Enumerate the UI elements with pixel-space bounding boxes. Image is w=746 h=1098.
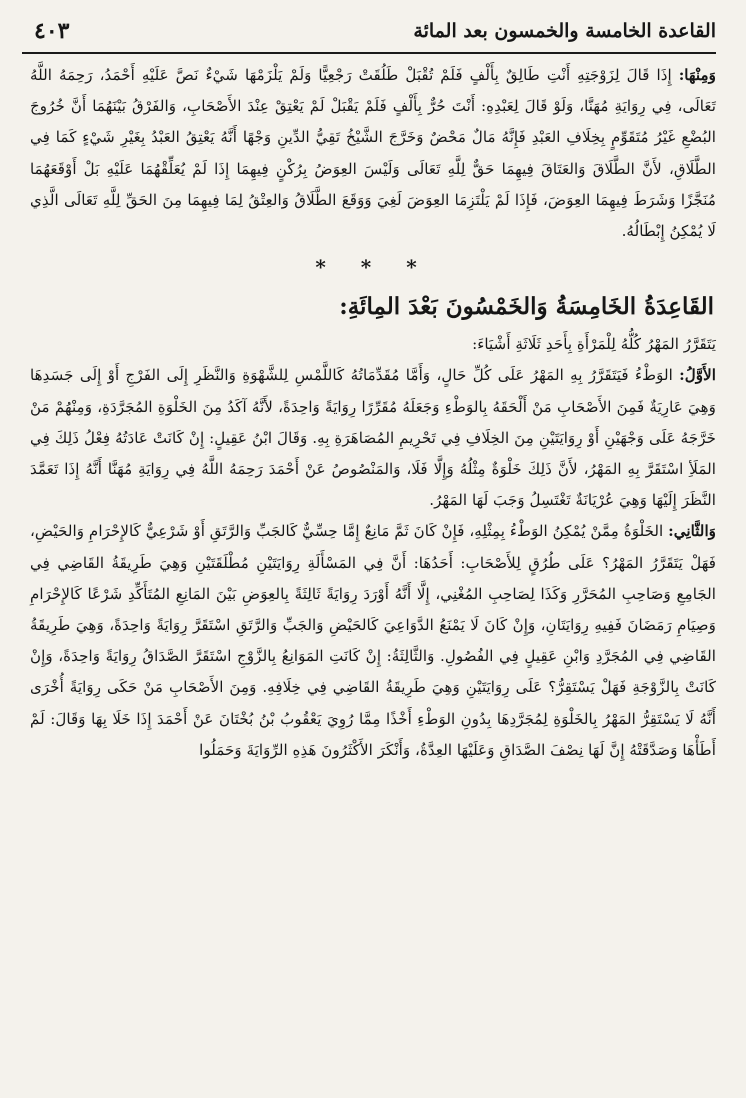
paragraph-text: الخَلْوَةُ مِمَّنْ يُمْكِنُ الوَطْءُ بِمِثْلِهِ، فَإِنْ كَانَ ثَمَّ مَانِعٌ إِمَّا حِسِّيٌّ كَالجَبِّ وَالرَّتَقِ أَوْ شَرْعِيٌّ كَالإِحْرَامِ وَالحَيْضِ، فَهَلْ يَتَقَرَّرُ المَهْرُ؟ عَلَى طُرُقٍ لِلأَصْحَابِ: أَحَدُهَا: أَنَّ فِي المَسْأَلَةِ رِوَايَتَيْنِ مُطْلَقَتَيْنِ وَهِيَ طَرِيقَةُ القَاضِي فِي الجَامِعِ وَصَاحِبِ المُحَرَّرِ وَكَذَا لِصَاحِبِ المُغْنِي، إِلَّا أَنَّهُ أَوْرَدَ رِوَايَةً ثَالِثَةً بِالعِوَضِ بَيْنَ المَانِعِ المُتَأَكِّدِ شَرْعًا كَالإِحْرَامِ وَصِيَامِ رَمَضَانَ فَفِيهِ رِوَايَتَانِ، وَإِنْ كَانَ لَا يَمْنَعُ الدَّوَاعِيَ كَالحَيْضِ وَالجَبِّ وَالرَّتَقِ اسْتَقَرَّ رِوَايَةً وَاحِدَةً، وَهِيَ طَرِيقَةُ القَاضِي فِي المُجَرَّدِ وَابْنِ عَقِيلٍ فِي الفُصُولِ. وَالثَّالِثَةُ: إِنْ كَانَتِ المَوَانِعُ بِالزَّوْجِ اسْتَقَرَّ الصَّدَاقُ رِوَايَةً وَاحِدَةً، وَإِنْ كَانَتْ بِالزَّوْجَةِ فَهَلْ يَسْتَقِرُّ؟ عَلَى رِوَايَتَيْنِ وَهِيَ طَرِيقَةُ القَاضِي فِي خِلَافِهِ. وَمِنَ الأَصْحَابِ مَنْ حَكَى رِوَايَةً أُخْرَى أَنَّهُ لَا يَسْتَقِرُّ المَهْرُ بِالخَلْوَةِ لِمُجَرَّدِهَا بِدُونِ الوَطْءِ أَخْذًا مِمَّا رُوِيَ يَعْقُوبُ بْنُ بُخْتَانَ عَنْ أَحْمَدَ إِذَا خَلَا بِهَا وَقَالَ: لَمْ أَطَأْهَا وَصَدَّقَتْهُ إِنَّ لَهَا نِصْفَ الصَّدَاقِ وَعَلَيْهَا العِدَّةُ، وَأَنْكَرَ الأَكْثَرُونَ هَذِهِ الرِّوَايَةَ وَحَمَلُوا bbox=[30, 522, 716, 759]
running-title: القاعدة الخامسة والخمسون بعد المائة bbox=[413, 20, 716, 42]
paragraph-lead: وَمِنْهَا: bbox=[678, 66, 716, 84]
header-divider bbox=[22, 52, 716, 54]
page-number: ٤٠٣ bbox=[34, 18, 70, 44]
paragraph-text: إِذَا قَالَ لِزَوْجَتِهِ أَنْتِ طَالِقٌ بِأَلْفٍ فَلَمْ تُقْبَلْ طَلُقَتْ رَجْعِيًّا وَلَمْ يَلْزَمْهَا شَيْءٌ نَصَّ عَلَيْهِ أَحْمَدُ، رَحِمَهُ اللَّهُ تَعَالَى، فِي رِوَايَةِ مُهَنَّا، وَلَوْ قَالَ لِعَبْدِهِ: أَنْتَ حُرٌّ بِأَلْفٍ فَلَمْ يَقْبَلْ لَمْ يَعْتِقْ عِنْدَ الأَصْحَابِ، وَالفَرْقُ بَيْنَهُمَا أَنَّ خُرُوجَ البُضْعِ غَيْرُ مُتَقَوِّمٍ بِخِلَافِ العَبْدِ فَإِنَّهُ مَالٌ مَحْضٌ وَخَرَّجَ الشَّيْخُ تَقِيُّ الدِّينِ وَجْهًا أَنَّهُ يَعْتِقُ العَبْدُ بِغَيْرِ شَيْءٍ كَمَا فِي الطَّلَاقِ، لأَنَّ الطَّلَاقَ وَالعَتَاقَ فِيهِمَا حَقٌّ لِلَّهِ تَعَالَى وَلَيْسَ العِوَضُ بِرُكْنٍ فِيهِمَا إِذَا لَمْ يُعَلِّقْهُمَا عَلَيْهِ بَلْ أَوْقَعَهُمَا مُنَجَّزًا وَشَرَطَ فِيهِمَا العِوَضَ، فَإِذَا لَمْ يَلْتَزِمَا العِوَضَ لَغِيَ وَوَقَعَ الطَّلَاقُ وَالعِتْقُ لِمَا فِيهِمَا مِنَ الحَقِّ لِلَّهِ تَعَالَى الَّذِي لَا يُمْكِنُ إِبْطَالُهُ. bbox=[30, 66, 716, 241]
paragraph-text: الوَطْءُ فَيَتَقَرَّرُ بِهِ المَهْرُ عَلَى كُلِّ حَالٍ، وَأَمَّا مُقَدِّمَاتُهُ كَاللَّمْسِ لِلشَّهْوَةِ وَالنَّظَرِ إِلَى الفَرْجِ أَوْ إِلَى جَسَدِهَا وَهِيَ عَارِيَةٌ فَمِنَ الأَصْحَابِ مَنْ أَلْحَقَهُ بِالوَطْءِ وَجَعَلَهُ مُقَرِّرًا رِوَايَةً وَاحِدَةً، لأَنَّهُ آكَدُ مِنَ الخَلْوَةِ المُجَرَّدَةِ، وَمِنْهُمْ مَنْ خَرَّجَهُ عَلَى وَجْهَيْنِ أَوْ رِوَايَتَيْنِ مِنَ الخِلَافِ فِي تَحْرِيمِ المُصَاهَرَةِ بِهِ. وَقَالَ ابْنُ عَقِيلٍ: إِنْ كَانَتْ عَادَتُهُ فِعْلُ ذَلِكَ فِي المَلَأِ اسْتَقَرَّ بِهِ المَهْرُ، لأَنَّ ذَلِكَ خَلْوَةٌ مِثْلُهُ وَإِلَّا فَلَا، وَالمَنْصُوصُ عَنْ أَحْمَدَ رَحِمَهُ اللَّهُ فِي رِوَايَةِ مُهَنَّا أَنَّهُ إِذَا تَعَمَّدَ النَّظَرَ إِلَيْهَا وَهِيَ عُرْيَانَةٌ تَغْتَسِلُ وَجَبَ لَهَا المَهْرُ. bbox=[30, 366, 716, 510]
paragraph-first bbox=[30, 360, 716, 516]
paragraph-second bbox=[30, 516, 716, 766]
page-header bbox=[22, 14, 716, 54]
paragraph-lead: الأَوَّلُ: bbox=[679, 366, 716, 385]
intro-paragraph bbox=[30, 60, 716, 247]
chapter-subtitle: يَتَقَرَّرُ المَهْرُ كُلُّهُ لِلْمَرْأَةِ بِأَحَدِ ثَلَاثَةِ أَشْيَاءَ: bbox=[472, 335, 716, 354]
section-separator: * * * bbox=[315, 255, 431, 280]
paragraph-lead: وَالثَّانِي: bbox=[668, 522, 716, 541]
main-text bbox=[30, 60, 716, 766]
chapter-title: القَاعِدَةُ الخَامِسَةُ وَالخَمْسُونَ بَعْدَ المِائَةِ: bbox=[339, 293, 714, 321]
